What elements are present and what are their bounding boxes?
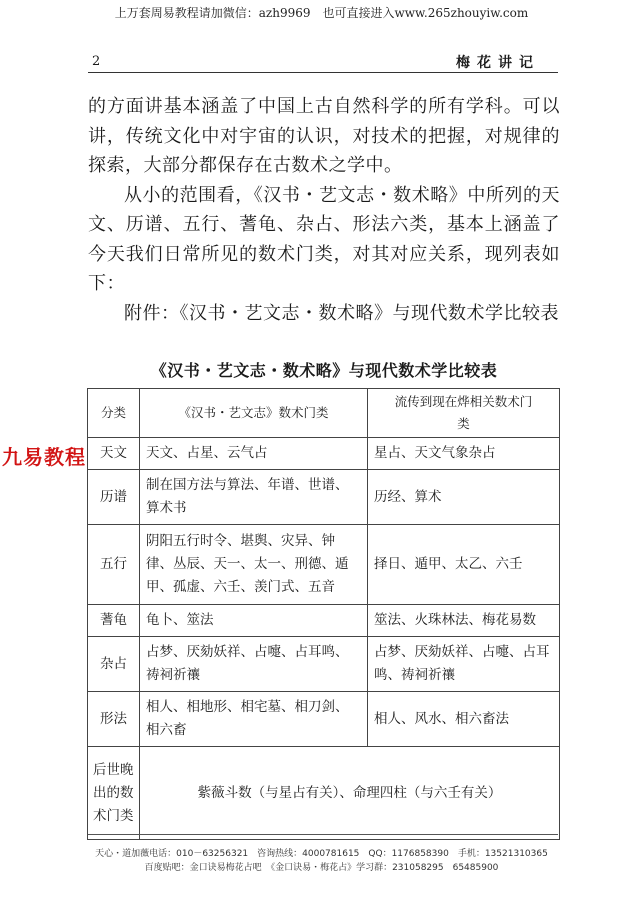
table-row bbox=[88, 692, 560, 747]
category-cell: 天文 bbox=[88, 438, 140, 470]
table-row bbox=[88, 747, 560, 840]
category-cell: 杂占 bbox=[88, 637, 140, 692]
later-categories-cell: 紫薇斗数（与星占有关）、命理四柱（与六壬有关） bbox=[140, 747, 560, 840]
modern-cell: 择日、遁甲、太乙、六壬 bbox=[368, 525, 560, 605]
paragraph: 附件：《汉书・艺文志・数术略》与现代数术学比较表 bbox=[124, 302, 559, 324]
modern-cell: 占梦、厌劾妖祥、占嚏、占耳鸣、祷祠祈禳 bbox=[368, 637, 560, 692]
category-cell: 五行 bbox=[88, 525, 140, 605]
table-row bbox=[88, 605, 560, 637]
paragraph: 的方面讲基本涵盖了中国上古自然科学的所有学科。可以讲，传统文化中对宇宙的认识，对技术的把握，对规律的探索，大部分都保存在古数术之学中。 bbox=[88, 96, 560, 176]
top-banner: 上万套周易教程请加微信：azh9969 也可直接进入www.265zhouyiw.com bbox=[114, 6, 529, 20]
han-cell: 相人、相地形、相宅墓、相刀剑、相六畜 bbox=[140, 692, 368, 747]
footer-divider bbox=[88, 834, 558, 835]
category-cell: 蓍龟 bbox=[88, 605, 140, 637]
page-number: 2 bbox=[92, 54, 101, 69]
header-modern: 流传到现在烨相关数术门类 bbox=[368, 389, 560, 438]
header-han: 《汉书・艺文志》数术门类 bbox=[140, 389, 368, 438]
table-header-row bbox=[88, 389, 560, 438]
category-cell: 形法 bbox=[88, 692, 140, 747]
modern-cell: 筮法、火珠林法、梅花易数 bbox=[368, 605, 560, 637]
body-text bbox=[88, 92, 560, 328]
table-row bbox=[88, 637, 560, 692]
category-cell: 后世晚出的数术门类 bbox=[88, 747, 140, 840]
comparison-table bbox=[87, 388, 560, 840]
watermark-stamp: 九易教程 bbox=[2, 445, 86, 469]
table-row bbox=[88, 525, 560, 605]
modern-cell: 相人、风水、相六畜法 bbox=[368, 692, 560, 747]
category-cell: 历谱 bbox=[88, 470, 140, 525]
table-row bbox=[88, 470, 560, 525]
book-title: 梅花讲记 bbox=[456, 55, 540, 71]
han-cell: 制在国方法与算法、年谱、世谱、算术书 bbox=[140, 470, 368, 525]
paragraph: 从小的范围看，《汉书・艺文志・数术略》中所列的天文、历谱、五行、蓍龟、杂占、形法六类，基本上涵盖了今天我们日常所见的数术门类，对其对应关系，现列表如下： bbox=[88, 184, 560, 294]
han-cell: 占梦、厌劾妖祥、占嚏、占耳鸣、祷祠祈禳 bbox=[140, 637, 368, 692]
modern-cell: 历经、算术 bbox=[368, 470, 560, 525]
footer-groups: 百度贴吧：金口诀易梅花占吧 《金口诀易・梅花占》学习群：231058295 65485900 bbox=[144, 863, 499, 873]
table-title: 《汉书・艺文志・数术略》与现代数术学比较表 bbox=[150, 361, 498, 380]
header-category: 分类 bbox=[88, 389, 140, 438]
han-cell: 阴阳五行时令、堪舆、灾异、钟律、丛辰、天一、太一、刑德、遁甲、孤虚、六壬、羡门式、五音 bbox=[140, 525, 368, 605]
han-cell: 天文、占星、云气占 bbox=[140, 438, 368, 470]
page-header bbox=[88, 50, 558, 73]
han-cell: 龟卜、筮法 bbox=[140, 605, 368, 637]
modern-cell: 星占、天文气象杂占 bbox=[368, 438, 560, 470]
footer-contact: 天心・道加薇电话：010－63256321 咨询热线：4000781615 QQ：1176858390 手机：13521310365 bbox=[95, 849, 548, 859]
table-row bbox=[88, 438, 560, 470]
